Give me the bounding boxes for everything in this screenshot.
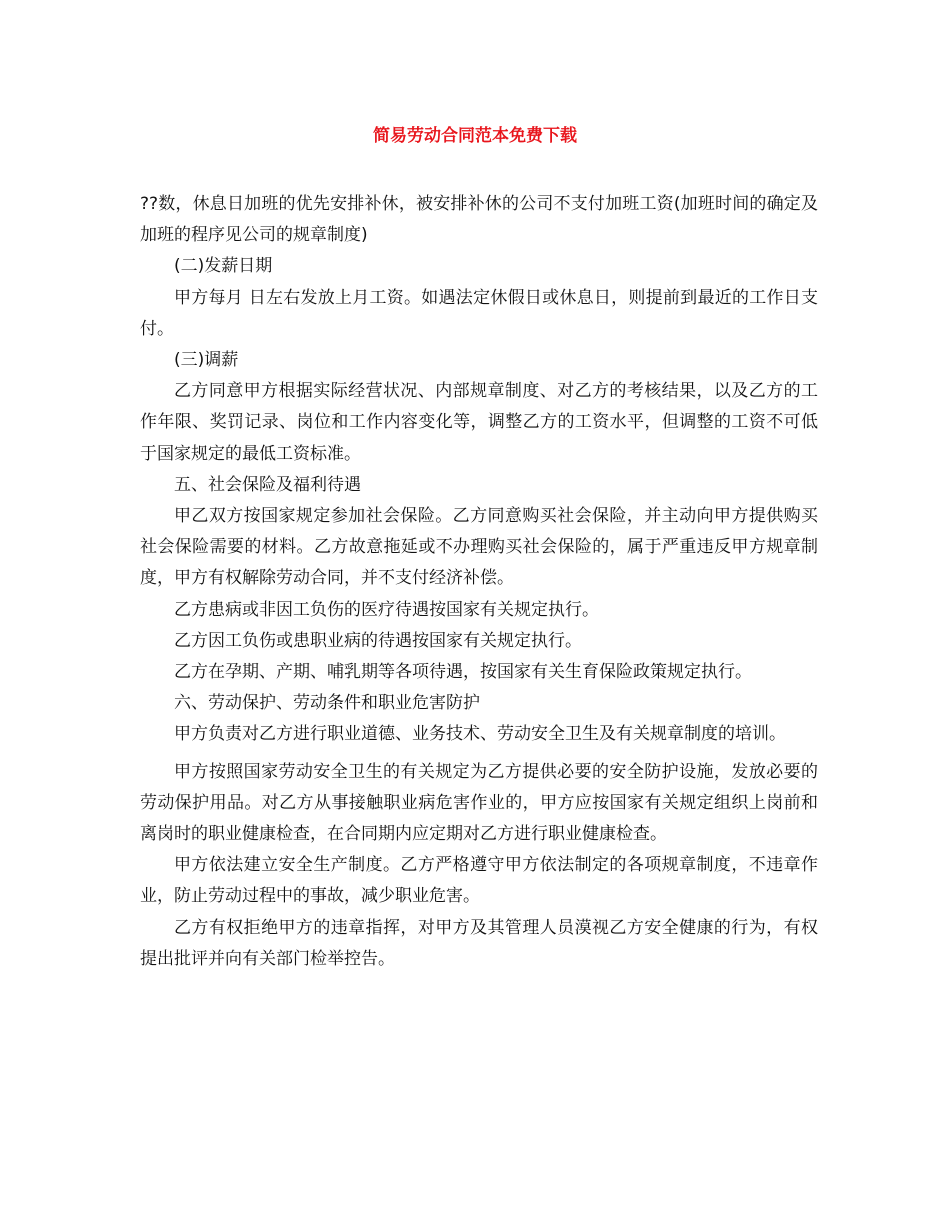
paragraph-payday: 甲方每月 日左右发放上月工资。如遇法定休假日或休息日，则提前到最近的工作日支付。 [140, 287, 818, 339]
document-title: 简易劳动合同范本免费下载 [373, 126, 577, 146]
paragraph-social-insurance: 甲乙双方按国家规定参加社会保险。乙方同意购买社会保险，并主动向甲方提供购买社会保险需要的材料。乙方故意拖延或不办理购买社会保险的，属于严重违反甲方规章制度，甲方有权解除劳动合同，并不支付经济补偿。 [140, 506, 818, 589]
paragraph-overtime-rest: ??数，休息日加班的优先安排补休，被安排补休的公司不支付加班工资(加班时间的确定及加班的程序见公司的规章制度) [140, 194, 818, 246]
paragraph-training: 甲方负责对乙方进行职业道德、业务技术、劳动安全卫生及有关规章制度的培训。 [174, 724, 786, 745]
heading-social-insurance: 五、社会保险及福利待遇 [174, 474, 361, 495]
heading-labor-protection: 六、劳动保护、劳动条件和职业危害防护 [174, 693, 480, 714]
paragraph-salary-adjustment: 乙方同意甲方根据实际经营状况、内部规章制度、对乙方的考核结果，以及乙方的工作年限、奖罚记录、岗位和工作内容变化等，调整乙方的工资水平，但调整的工资不可低于国家规定的最低工资标准。 [140, 381, 818, 464]
paragraph-safety-system: 甲方依法建立安全生产制度。乙方严格遵守甲方依法制定的各项规章制度，不违章作业，防止劳动过程中的事故，减少职业危害。 [140, 855, 818, 907]
paragraph-work-injury: 乙方因工负伤或患职业病的待遇按国家有关规定执行。 [174, 630, 582, 651]
paragraph-right-to-refuse: 乙方有权拒绝甲方的违章指挥，对甲方及其管理人员漠视乙方安全健康的行为，有权提出批评并向有关部门检举控告。 [140, 917, 818, 969]
paragraph-maternity: 乙方在孕期、产期、哺乳期等各项待遇，按国家有关生育保险政策规定执行。 [174, 662, 752, 683]
heading-payday: (二)发薪日期 [174, 256, 273, 277]
document-body [140, 189, 818, 975]
heading-salary-adjustment: (三)调薪 [174, 350, 239, 371]
paragraph-safety-facilities: 甲方按照国家劳动安全卫生的有关规定为乙方提供必要的安全防护设施，发放必要的劳动保护用品。对乙方从事接触职业病危害作业的，甲方应按国家有关规定组织上岗前和离岗时的职业健康检查，在合同期内应定期对乙方进行职业健康检查。 [140, 761, 818, 845]
paragraph-medical-treatment: 乙方患病或非因工负伤的医疗待遇按国家有关规定执行。 [174, 599, 599, 620]
